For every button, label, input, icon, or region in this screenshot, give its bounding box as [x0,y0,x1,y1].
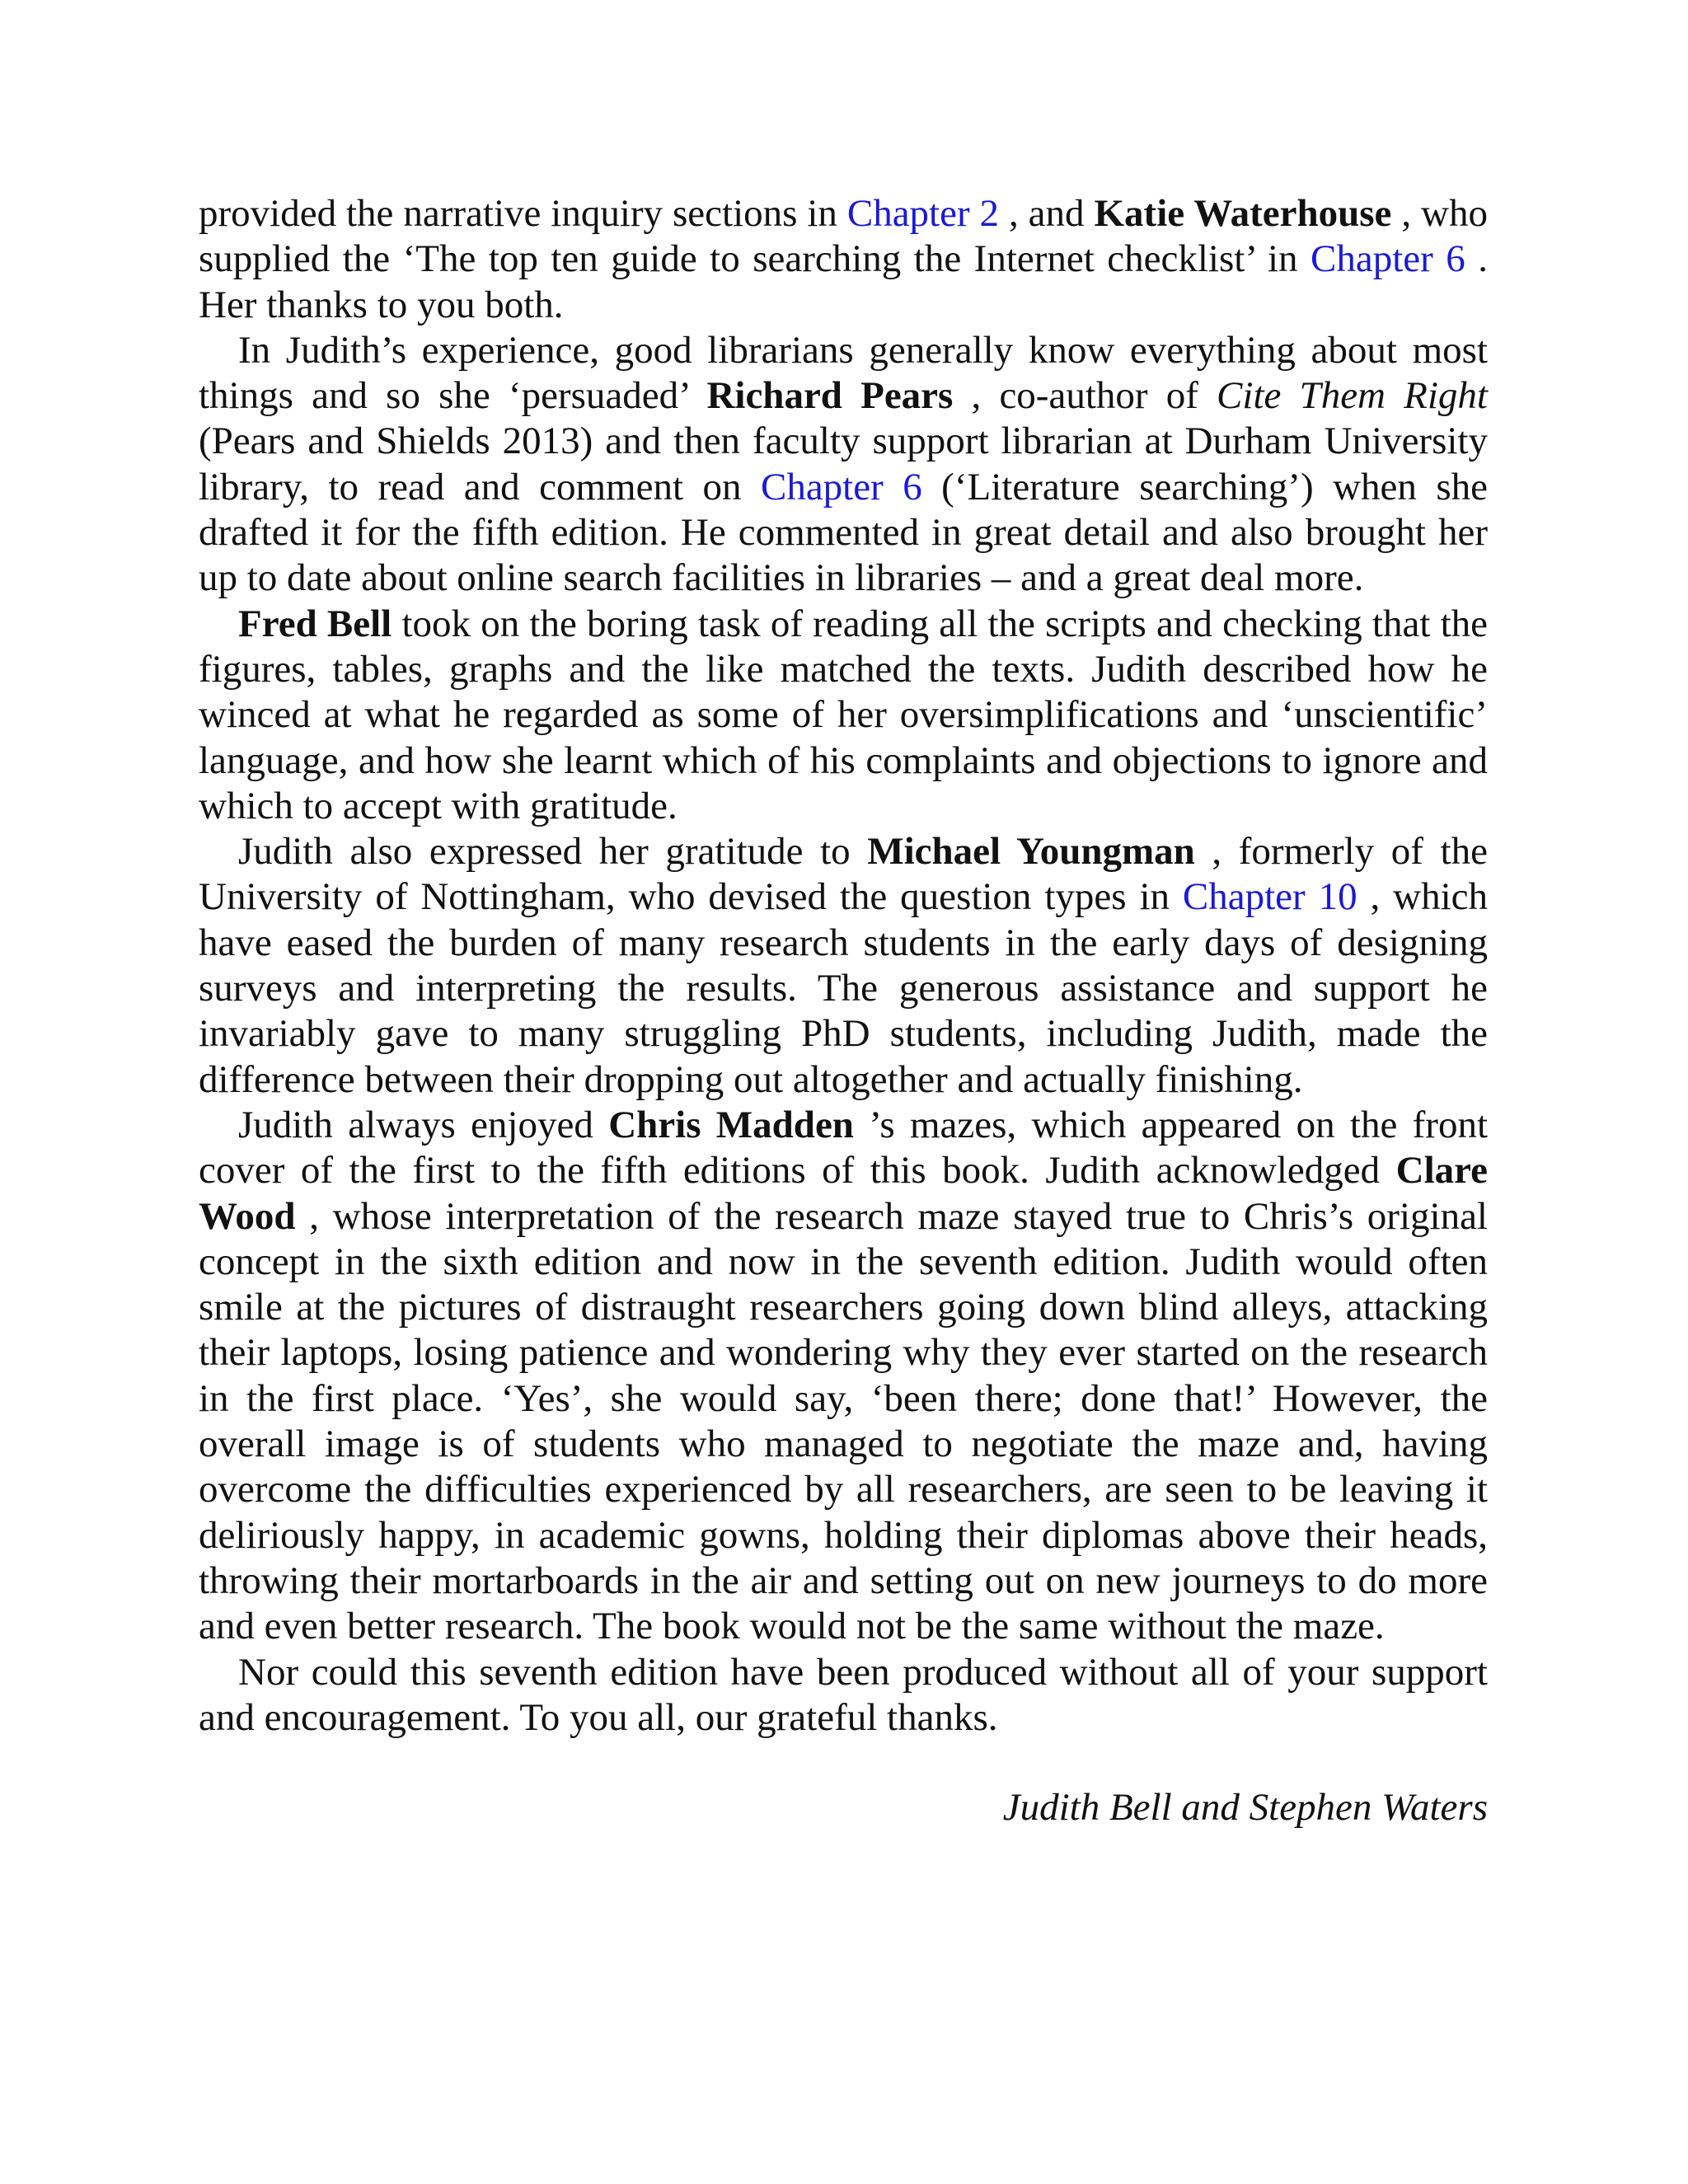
paragraph-5 [199,1103,1488,1650]
text-run: Nor could this seventh edition have been produced without all of your support and encouragement. To you all, our grateful thanks. [199,1650,1488,1739]
text-run: , which have eased the burden of many research students in the early days of designing surveys and interpreting the results. The generous assistance and support he invariably gave to many struggling PhD students, including Judith, made the difference between their dropping out altogether and actually finishing. [199,875,1488,1101]
chapter-10-link[interactable]: Chapter 10 [1182,875,1357,919]
person-name: Michael Youngman [867,830,1195,874]
paragraph-1 [199,191,1488,328]
book-title: Cite Them Right [1217,374,1488,418]
text-run: (‘Literature searching’) when she drafted it for the fifth edition. He commented in great detail and also brought her up to date about online search facilities in libraries – and a great deal more. [199,465,1488,600]
chapter-6-link[interactable]: Chapter 6 [1311,237,1465,281]
text-run: Judith also expressed her gratitude to [238,830,868,874]
text-run: , formerly of the University of Nottingham, who devised the question types in [199,830,1488,919]
text-run: In Judith’s experience, good librarians generally know everything about most things and so she ‘persuaded’ [199,328,1488,418]
person-name: Chris Madden [608,1103,854,1146]
text-run: (Pears and Shields 2013) and then faculty support librarian at Durham University library, to read and comment on [199,419,1488,509]
person-name: Clare Wood [199,1149,1488,1238]
signature: Judith Bell and Stephen Waters [1002,1786,1488,1830]
text-run: ’s mazes, which appeared on the front cover of the first to the fifth editions of this book. Judith acknowledged [199,1103,1489,1193]
text-run: , who supplied the ‘The top ten guide to searching the Internet checklist’ in [199,192,1488,281]
text-run: took on the boring task of reading all the scripts and checking that the figures, tables, graphs and the like matched the texts. Judith described how he winced at what he regarded as some of her oversimplifications and ‘unscientific’ language, and how she learnt which of his complaints and objections to ignore and which to accept with gratitude. [199,602,1489,827]
text-run: , co-author of [953,374,1217,418]
person-name: Katie Waterhouse [1094,192,1392,235]
text-run: , and [999,192,1095,235]
text-run: Judith always enjoyed [238,1103,609,1146]
document-page [199,191,1488,1830]
text-run: . Her thanks to you both. [199,237,1489,326]
paragraph-4 [199,829,1488,1103]
person-name: Fred Bell [238,602,392,645]
text-run: provided the narrative inquiry sections in [199,192,847,235]
paragraph-6 [199,1650,1488,1741]
paragraph-2 [199,328,1488,602]
text-run: , whose interpretation of the research maze stayed true to Chris’s original concept in the sixth edition and now in the seventh edition. Judith would often smile at the pictures of distraught researchers going down blind alleys, attacking their laptops, losing patience and wondering why they ever started on the research in the first place. ‘Yes’, she would say, ‘been there; done that!’ However, the overall image is of students who managed to negotiate the maze and, having overcome the difficulties experienced by all researchers, are seen to be leaving it deliriously happy, in academic gowns, holding their diplomas above their heads, throwing their mortarboards in the air and setting out on new journeys to do more and even better research. The book would not be the same without the maze. [199,1194,1488,1648]
chapter-2-link[interactable]: Chapter 2 [846,192,1000,235]
paragraph-3 [199,602,1488,829]
person-name: Richard Pears [706,374,954,418]
chapter-6-link[interactable]: Chapter 6 [760,465,922,509]
